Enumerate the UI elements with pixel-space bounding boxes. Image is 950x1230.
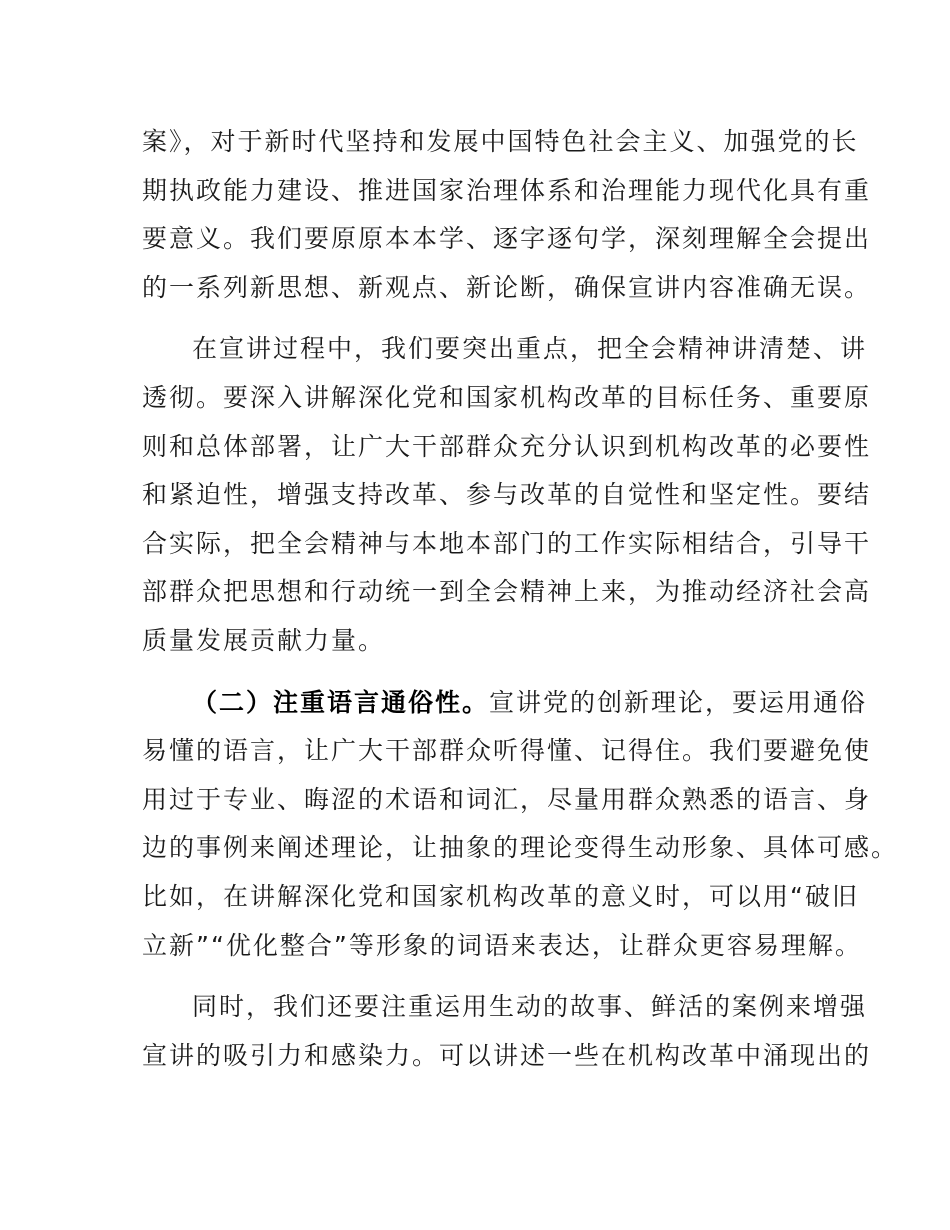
text-line: 透彻。要深入讲解深化党和国家机构改革的目标任务、重要原 bbox=[142, 382, 872, 412]
heading-line-rest: 宣讲党的创新理论，要运用通俗 bbox=[489, 687, 868, 717]
text-line: 同时，我们还要注重运用生动的故事、鲜活的案例来增强 bbox=[192, 992, 868, 1022]
text-line: 易懂的语言，让广大干部群众听得懂、记得住。我们要避免使 bbox=[142, 736, 872, 766]
paragraph-3 bbox=[142, 679, 899, 971]
text-line bbox=[142, 679, 868, 728]
text-line: 要意义。我们要原原本本学、逐字逐句学，深刻理解全会提出 bbox=[142, 224, 872, 254]
text-line: 和紧迫性，增强支持改革、参与改革的自觉性和坚定性。要结 bbox=[142, 480, 872, 510]
text-line: 部群众把思想和行动统一到全会精神上来，为推动经济社会高 bbox=[142, 577, 872, 607]
text-line: 期执政能力建设、推进国家治理体系和治理能力现代化具有重 bbox=[142, 175, 872, 205]
text-line: 质量发展贡献力量。 bbox=[142, 625, 386, 655]
paragraph-2 bbox=[142, 325, 872, 665]
text-line: 宣讲的吸引力和感染力。可以讲述一些在机构改革中涌现出的 bbox=[142, 1040, 872, 1070]
text-line: 边的事例来阐述理论，让抽象的理论变得生动形象、具体可感。 bbox=[142, 833, 899, 863]
paragraph-1 bbox=[142, 118, 872, 312]
text-line: 比如，在讲解深化党和国家机构改革的意义时，可以用“破旧 bbox=[142, 881, 859, 911]
text-line: 立新”“优化整合”等形象的词语来表达，让群众更容易理解。 bbox=[142, 930, 862, 960]
text-line: 的一系列新思想、新观点、新论断，确保宣讲内容准确无误。 bbox=[142, 272, 872, 302]
text-line: 案》，对于新时代坚持和发展中国特色社会主义、加强党的长 bbox=[142, 127, 859, 156]
paragraph-4 bbox=[142, 983, 872, 1080]
text-line: 用过于专业、晦涩的术语和词汇，尽量用群众熟悉的语言、身 bbox=[142, 784, 872, 814]
document-body bbox=[142, 118, 899, 1080]
section-heading: （二）注重语言通俗性。 bbox=[192, 687, 490, 717]
text-line: 则和总体部署，让广大干部群众充分认识到机构改革的必要性 bbox=[142, 431, 872, 461]
text-line: 合实际，把全会精神与本地本部门的工作实际相结合，引导干 bbox=[142, 528, 872, 558]
text-line: 在宣讲过程中，我们要突出重点，把全会精神讲清楚、讲 bbox=[192, 334, 868, 364]
